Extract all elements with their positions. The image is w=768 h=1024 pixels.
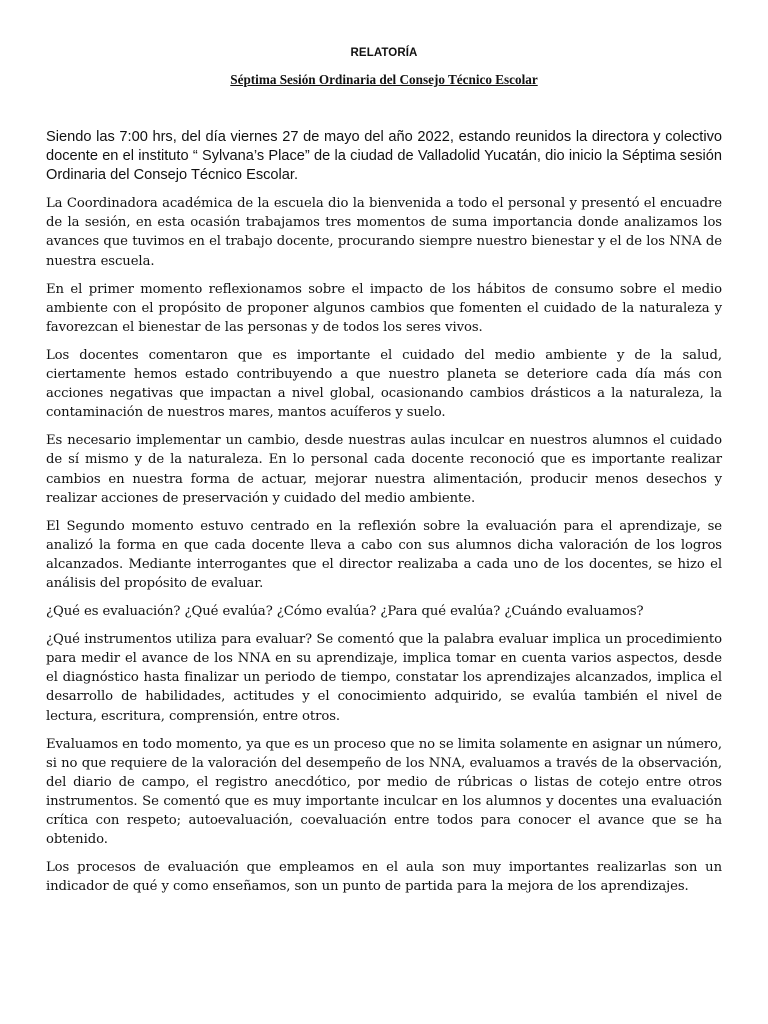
document-body — [46, 128, 722, 896]
paragraph-implement-change: Es necesario implementar un cambio, desde nuestras aulas inculcar en nuestros alumnos el cuidado de sí mismo y de la naturaleza. En lo personal cada docente reconoció que es importante realizar cambios en nuestra forma de actuar, mejorar nuestra alimentación, producir menos desechos y realizar acciones de preservación y cuidado del medio ambiente. — [46, 433, 722, 506]
paragraph-questions: ¿Qué es evaluación? ¿Qué evalúa? ¿Cómo evalúa? ¿Para qué evalúa? ¿Cuándo evaluamos? — [46, 604, 644, 620]
paragraph-evaluation-processes: Los procesos de evaluación que empleamos en el aula son muy importantes realizarlas son un indicador de qué y como enseñamos, son un punto de partida para la mejora de los aprendizajes. — [46, 860, 722, 895]
paragraph-first-moment: En el primer momento reflexionamos sobre el impacto de los hábitos de consumo sobre el medio ambiente con el propósito de proponer algunos cambios que fomenten el cuidado de la naturaleza y favorezcan el bienestar de las personas y de todos los seres vivos. — [46, 281, 722, 335]
paragraph-second-moment: El Segundo momento estuvo centrado en la reflexión sobre la evaluación para el aprendizaje, se analizó la forma en que cada docente lleva a cabo con sus alumnos dicha valoración de los logros alcanzados. Mediante interrogantes que el director realizaba a cada uno de los docentes, se hizo el análisis del propósito de evaluar. — [46, 518, 722, 591]
document-subtitle: Séptima Sesión Ordinaria del Consejo Técnico Escolar — [230, 72, 538, 87]
paragraph-teachers-comments: Los docentes comentaron que es importante el cuidado del medio ambiente y de la salud, ciertamente hemos estado contribuyendo a que nuestro planeta se deteriore cada día más con acciones negativas que impactan a nivel global, ocasionando cambios drásticos a la naturaleza, la contaminación de nuestros mares, mantos acuíferos y suelo. — [46, 347, 722, 421]
paragraph-coordinator-welcome: La Coordinadora académica de la escuela dio la bienvenida a todo el personal y presentó el encuadre de la sesión, en esta ocasión trabajamos tres momentos de suma importancia donde analizamos los avances que tuvimos en el trabajo docente, procurando siempre nuestro bienestar y el de los NNA de nuestra escuela. — [46, 196, 722, 269]
paragraph-opening: Siendo las 7:00 hrs, del día viernes 27 de mayo del año 2022, estando reunidos la directora y colectivo docente en el instituto “ Sylvana’s Place” de la ciudad de Valladolid Yucatán, dio inicio la Séptima sesión Ordinaria del Consejo Técnico Escolar. — [46, 129, 722, 184]
paragraph-instruments: ¿Qué instrumentos utiliza para evaluar? Se comentó que la palabra evaluar implica un procedimiento para medir el avance de los NNA en su aprendizaje, implica tomar en cuenta varios aspectos, desde el diagnóstico hasta finalizar un periodo de tiempo, constatar los aprendizajes alcanzados, implica el desarrollo de habilidades, actitudes y el conocimiento adquirido, se evalúa también el nivel de lectura, escritura, comprensión, entre otros. — [46, 632, 722, 724]
paragraph-evaluate-always: Evaluamos en todo momento, ya que es un proceso que no se limita solamente en asignar un número, si no que requiere de la valoración del desempeño de los NNA, evaluamos a través de la observación, del diario de campo, el registro anecdótico, por medio de rúbricas o listas de cotejo entre otros instrumentos. Se comentó que es muy importante inculcar en los alumnos y docentes una evaluación crítica con respeto; autoevaluación, coevaluación entre todos para conocer el avance que se ha obtenido. — [46, 736, 722, 848]
document-title: RELATORÍA — [350, 47, 418, 59]
